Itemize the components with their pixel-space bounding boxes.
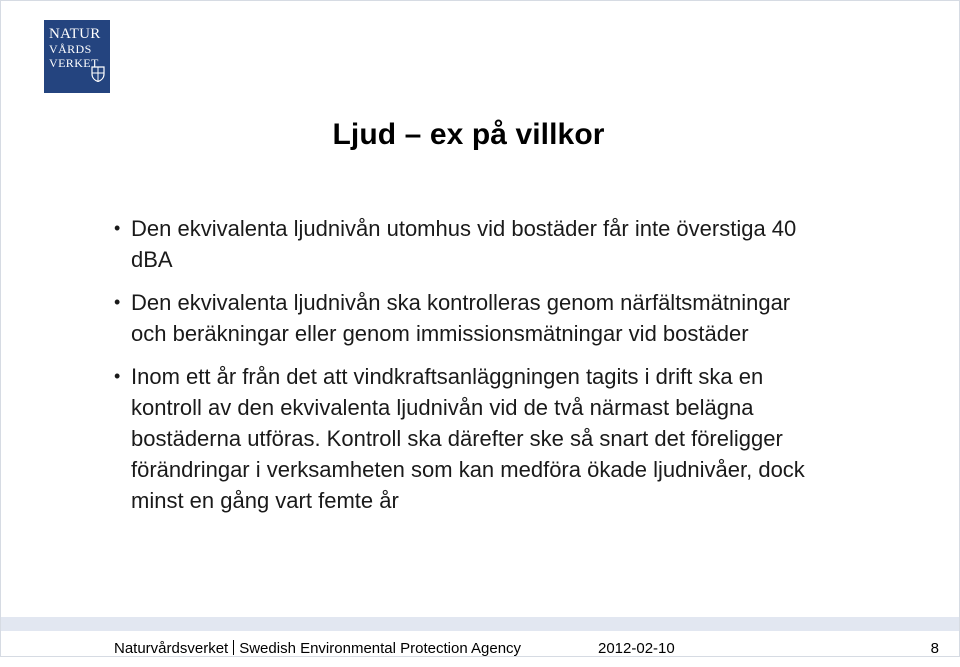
- logo-line-2: VÅRDS: [49, 42, 92, 56]
- footer-org-name-en: Swedish Environmental Protection Agency: [239, 640, 522, 657]
- footer-bar: [1, 617, 959, 631]
- footer: [1, 631, 959, 656]
- footer-date: 2012-02-10: [598, 640, 675, 657]
- crest-icon: [91, 66, 105, 82]
- logo-line-3: VERKET: [49, 56, 99, 70]
- bullet-dot-icon: •: [114, 366, 121, 386]
- bullet-list: [111, 213, 831, 528]
- slide-title: Ljud – ex på villkor: [332, 118, 605, 151]
- bullet-dot-icon: •: [114, 218, 121, 238]
- naturvardsverket-logo: [44, 20, 110, 93]
- bullet-text: Den ekvivalenta ljudnivån ska kontrolleras genom närfältsmätningar och beräkningar eller genom immissionsmätningar vid bostäder: [131, 290, 791, 346]
- bullet-dot-icon: •: [114, 292, 121, 312]
- footer-organization: [114, 631, 521, 667]
- bullet-item: [111, 361, 831, 516]
- footer-separator: [233, 640, 234, 655]
- page-number: 8: [930, 640, 939, 657]
- bullet-text: Inom ett år från det att vindkraftsanläggningen tagits i drift ska en kontroll av den ekvivalenta ljudnivån vid de två närmast belägna bostäderna utföras. Kontroll ska därefter ske så snart det föreligger förändringar i verksamheten som kan medföra ökade ljudnivåer, dock minst en gång vart femte år: [131, 364, 805, 513]
- logo-line-1: NATUR: [49, 26, 101, 42]
- bullet-item: [111, 287, 831, 349]
- bullet-item: [111, 213, 831, 275]
- bullet-text: Den ekvivalenta ljudnivån utomhus vid bostäder får inte överstiga 40 dBA: [131, 216, 797, 272]
- footer-org-name: Naturvårdsverket: [114, 640, 229, 657]
